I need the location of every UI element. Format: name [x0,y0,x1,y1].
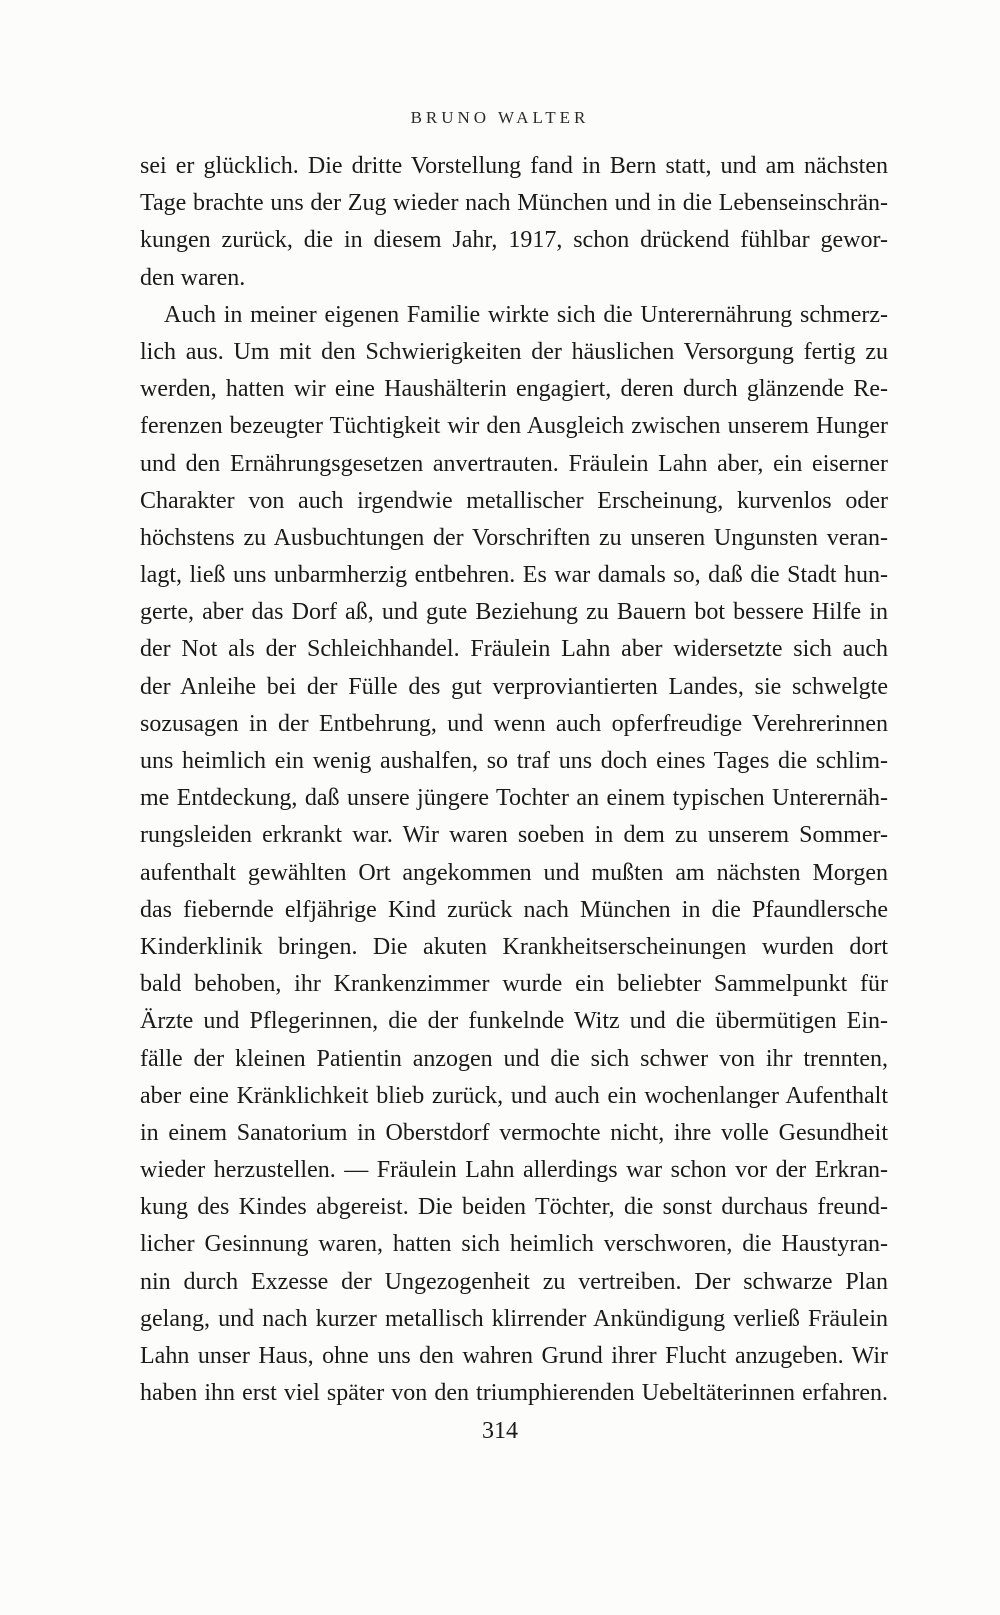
text-line: ferenzen bezeugter Tüchtigkeit wir den Ausgleich zwischen unserem Hunger [140,413,888,440]
text-line: aber eine Kränklichkeit blieb zurück, und auch ein wochenlanger Aufenthalt [140,1082,888,1109]
text-line: lich aus. Um mit den Schwierigkeiten der häuslichen Versorgung fertig zu [140,338,888,365]
text-line: Tage brachte uns der Zug wieder nach München und in die Lebenseinschrän- [140,190,888,217]
text-line: uns heimlich ein wenig aushalfen, so traf uns doch eines Tages die schlim- [140,748,888,774]
text-line: nin durch Exzesse der Ungezogenheit zu vertreiben. Der schwarze Plan [140,1268,888,1295]
text-line: aufenthalt gewählten Ort angekommen und mußten am nächsten Morgen [140,859,888,886]
text-line: Kinderklinik bringen. Die akuten Krankheitserscheinungen wurden dort [140,933,888,960]
text-line: sei er glücklich. Die dritte Vorstellung fand in Bern statt, und am nächsten [140,153,888,179]
text-line: Ärzte und Pflegerinnen, die der funkelnde Witz und die übermütigen Ein- [140,1008,888,1035]
running-head: BRUNO WALTER [410,108,590,127]
text-line: gerte, aber das Dorf aß, und gute Beziehung zu Bauern bot bessere Hilfe in [140,599,888,626]
text-line: Charakter von auch irgendwie metallischer Erscheinung, kurvenlos oder [140,487,888,514]
text-line: sozusagen in der Entbehrung, und wenn auch opferfreudige Verehrerinnen [140,710,888,737]
body-text [140,148,888,1412]
text-line: fälle der kleinen Patientin anzogen und die sich schwer von ihr trennten, [140,1045,888,1072]
text-line: lagt, ließ uns unbarmherzig entbehren. Es war damals so, daß die Stadt hun- [140,562,888,589]
text-line: Lahn unser Haus, ohne uns den wahren Grund ihrer Flucht anzugeben. Wir [140,1343,888,1369]
text-line: den waren. [140,264,246,291]
text-line: in einem Sanatorium in Oberstdorf vermochte nicht, ihre volle Gesundheit [140,1119,888,1146]
text-line: und den Ernährungsgesetzen anvertrauten. Fräulein Lahn aber, ein eiserner [140,450,888,477]
text-line: rungsleiden erkrankt war. Wir waren soeben in dem zu unserem Sommer- [140,822,888,849]
text-line: gelang, und nach kurzer metallisch klirrender Ankündigung verließ Fräulein [140,1305,888,1332]
text-line: wieder herzustellen. — Fräulein Lahn allerdings war schon vor der Erkran- [140,1157,888,1184]
text-line: Auch in meiner eigenen Familie wirkte sich die Unterernährung schmerz- [164,301,888,328]
page-number: 314 [482,1418,518,1444]
text-line: werden, hatten wir eine Haushälterin engagiert, deren durch glänzende Re- [140,376,888,403]
text-line: kung des Kindes abgereist. Die beiden Töchter, die sonst durchaus freund- [140,1194,888,1221]
text-line: der Anleihe bei der Fülle des gut verproviantierten Landes, sie schwelgte [140,673,888,700]
text-line: kungen zurück, die in diesem Jahr, 1917, schon drückend fühlbar gewor- [140,227,888,254]
text-line: me Entdeckung, daß unsere jüngere Tochter an einem typischen Unterernäh- [140,785,888,812]
text-line: höchstens zu Ausbuchtungen der Vorschriften zu unseren Ungunsten veran- [140,524,888,551]
text-line: haben ihn erst viel später von den triumphierenden Uebeltäterinnen erfahren. [140,1380,888,1407]
text-line: das fiebernde elfjährige Kind zurück nach München in die Pfaundlersche [140,896,888,923]
text-line: bald behoben, ihr Krankenzimmer wurde ein beliebter Sammelpunkt für [140,971,888,998]
text-line: licher Gesinnung waren, hatten sich heimlich verschworen, die Haustyran- [140,1231,888,1258]
text-line: der Not als der Schleichhandel. Fräulein Lahn aber widersetzte sich auch [140,636,888,663]
